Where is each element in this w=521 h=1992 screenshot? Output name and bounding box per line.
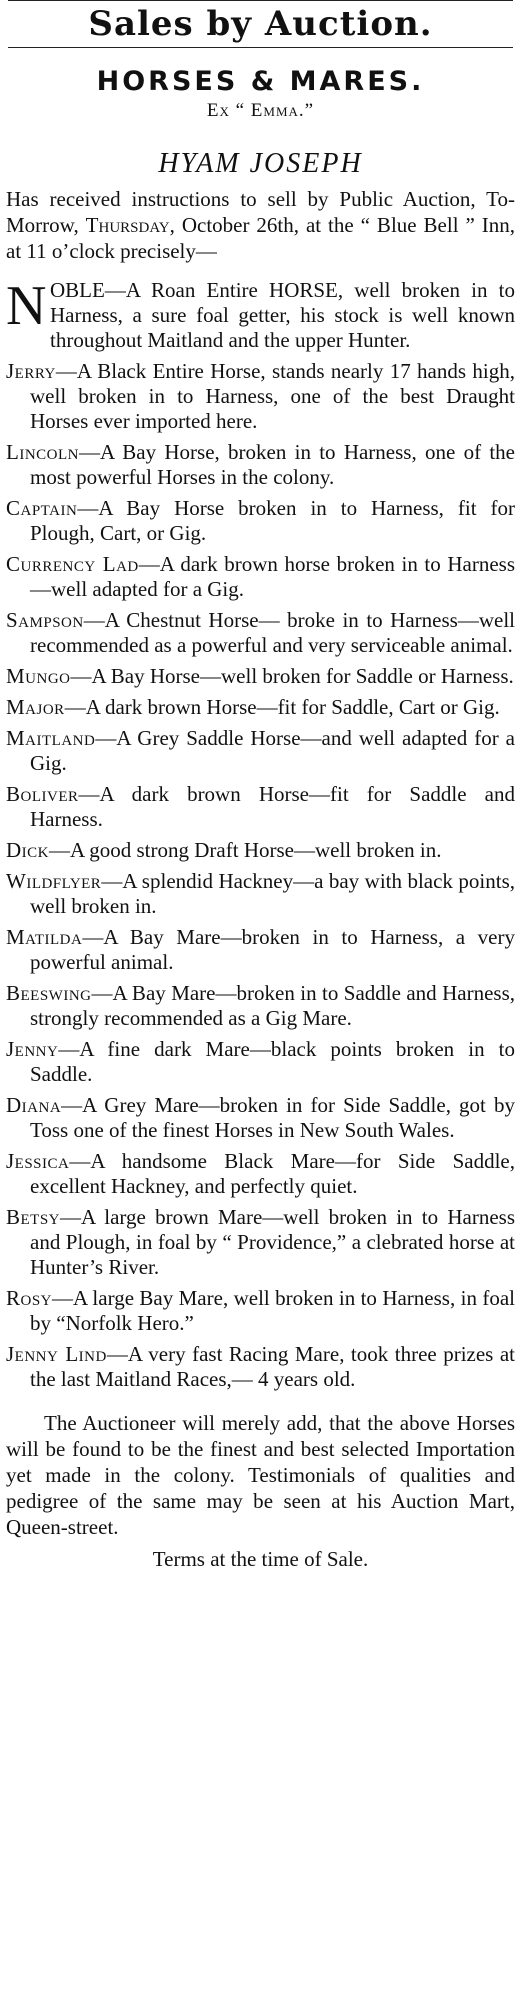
lot-name: Matilda — [6, 925, 83, 949]
lot-description: —A Bay Mare—broken in to Saddle and Harness, strongly recommended as a Gig Mare. — [30, 981, 515, 1030]
ad-title: HORSES & MARES. — [96, 66, 425, 97]
lot-description: —A dark brown horse broken in to Harness—well adapted for a Gig. — [30, 552, 515, 601]
lot-description: —A dark brown Horse—fit for Saddle, Cart or Gig. — [64, 695, 500, 719]
lot-description: —A handsome Black Mare—for Side Saddle, excellent Hackney, and perfectly quiet. — [30, 1149, 515, 1198]
lot-item — [6, 608, 515, 658]
intro-text-b: , October 26th, at the “ Blue Bell ” Inn, at 11 o’clock precisely— — [6, 213, 515, 263]
lot-item — [6, 869, 515, 919]
lot-name: Lincoln — [6, 440, 79, 464]
lot-first-name: OBLE — [50, 278, 105, 302]
lot-description: —A very fast Racing Mare, took three prizes at the last Maitland Races,— 4 years old. — [30, 1342, 515, 1391]
lot-name: Betsy — [6, 1205, 61, 1229]
lot-name: Maitland — [6, 726, 96, 750]
lot-item — [6, 359, 515, 434]
lot-description: —A Bay Horse broken in to Harness, fit for Plough, Cart, or Gig. — [30, 496, 515, 545]
intro-day: Thursday — [85, 213, 170, 237]
section-header: Sales by Auction. — [88, 4, 433, 44]
lot-item — [6, 1093, 515, 1143]
terms-line: Terms at the time of Sale. — [152, 1547, 369, 1571]
lot-first-desc: —A Roan Entire HORSE, well broken in to Harness, a sure foal getter, his stock is well known throughout Maitland and the upper Hunter. — [50, 278, 515, 352]
lot-item — [6, 925, 515, 975]
lot-item — [6, 838, 515, 863]
lot-name: Jerry — [6, 359, 56, 383]
lot-description: —A Black Entire Horse, stands nearly 17 hands high, well broken in to Harness, one of the best Draught Horses ever imported here. — [30, 359, 515, 433]
lot-description: —A large Bay Mare, well broken in to Harness, in foal by “Norfolk Hero.” — [30, 1286, 515, 1335]
lot-item — [6, 552, 515, 602]
lot-name: Beeswing — [6, 981, 92, 1005]
lot-name: Diana — [6, 1093, 62, 1117]
lot-description: —A fine dark Mare—black points broken in to Saddle. — [30, 1037, 515, 1086]
lot-item — [6, 496, 515, 546]
lot-name: Wildflyer — [6, 869, 102, 893]
lot-description: —A Grey Mare—broken in for Side Saddle, got by Toss one of the finest Horses in New South Wales. — [30, 1093, 515, 1142]
lot-name: Jessica — [6, 1149, 70, 1173]
lot-name: Mungo — [6, 664, 71, 688]
intro-paragraph — [6, 186, 515, 264]
ad-subtitle: Ex “ Emma.” — [206, 100, 315, 121]
lot-description: —A Chestnut Horse— broke in to Harness—well recommended as a powerful and very serviceable animal. — [30, 608, 515, 657]
lot-name: Sampson — [6, 608, 84, 632]
lot-item — [6, 664, 515, 689]
lot-description: —A Bay Horse—well broken for Saddle or Harness. — [70, 664, 514, 688]
lot-name: Major — [6, 695, 65, 719]
lot-name: Boliver — [6, 782, 79, 806]
lot-item-first — [6, 275, 515, 353]
lot-description: —A Bay Horse, broken in to Harness, one of the most powerful Horses in the colony. — [30, 440, 515, 489]
intro-text-a: Has received instructions to sell by Public Auction, To-Morrow, — [6, 187, 515, 237]
lot-description: —A splendid Hackney—a bay with black points, well broken in. — [30, 869, 515, 918]
lot-description: —A Bay Mare—broken in to Harness, a very powerful animal. — [30, 925, 515, 974]
lot-item — [6, 695, 515, 720]
lot-item — [6, 1037, 515, 1087]
closing-paragraph: The Auctioneer will merely add, that the above Horses will be found to be the finest and best selected Importation yet made in the colony. Testimonials of qualities and pedigree of the same may be seen at his Auction Mart, Queen-street. — [6, 1411, 515, 1539]
lot-name: Currency Lad — [6, 552, 139, 576]
lot-name: Jenny — [6, 1037, 59, 1061]
lot-name: Dick — [6, 838, 49, 862]
lot-item — [6, 1342, 515, 1392]
drop-cap: N — [6, 275, 47, 337]
lot-description: —A Grey Saddle Horse—and well adapted for a Gig. — [30, 726, 515, 775]
header-rule — [8, 47, 513, 48]
auctioneer-name: HYAM JOSEPH — [158, 148, 363, 179]
lot-item — [6, 1286, 515, 1336]
lot-description: —A good strong Draft Horse—well broken in. — [49, 838, 442, 862]
lot-name: Rosy — [6, 1286, 53, 1310]
lot-description: —A large brown Mare—well broken in to Harness and Plough, in foal by “ Providence,” a clebrated horse at Hunter’s River. — [30, 1205, 515, 1279]
lot-item — [6, 981, 515, 1031]
lot-description: —A dark brown Horse—fit for Saddle and Harness. — [30, 782, 515, 831]
lot-item — [6, 726, 515, 776]
lot-name: Captain — [6, 496, 78, 520]
lot-item — [6, 782, 515, 832]
lot-name: Jenny Lind — [6, 1342, 107, 1366]
lot-item — [6, 1205, 515, 1280]
lot-list — [6, 359, 515, 1392]
lot-item — [6, 440, 515, 490]
lot-item — [6, 1149, 515, 1199]
